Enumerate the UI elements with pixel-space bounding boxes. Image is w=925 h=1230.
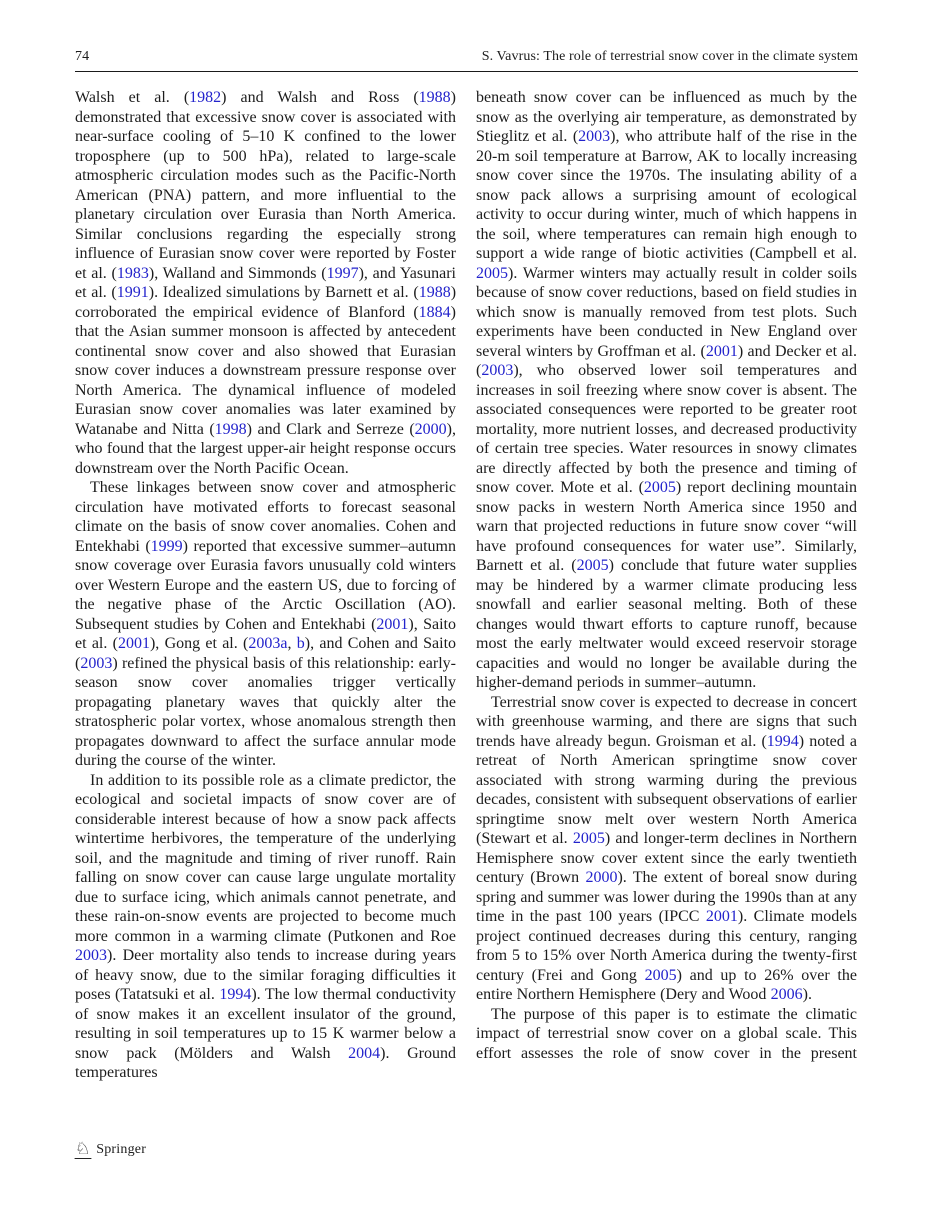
- citation-link[interactable]: 1982: [189, 89, 222, 106]
- citation-link[interactable]: 2003a: [248, 635, 288, 652]
- left-column: [75, 88, 456, 1083]
- text-run: The purpose of this paper is to estimate the climatic impact of terrestrial snow cover on a global scale. This effort assesses the role of snow cover in the present: [476, 1005, 857, 1062]
- citation-link[interactable]: 1998: [214, 420, 247, 438]
- citation-link[interactable]: 2003: [578, 128, 611, 145]
- paragraph: [75, 88, 456, 478]
- paragraph: [75, 478, 456, 771]
- citation-link[interactable]: 1999: [150, 537, 183, 555]
- text-run: ) corroborated the empirical evidence of Blanford (: [75, 284, 457, 321]
- citation-link[interactable]: 1988: [418, 284, 451, 301]
- citation-link[interactable]: 1994: [219, 986, 252, 1003]
- citation-link[interactable]: 2000: [414, 420, 447, 438]
- text-run: ) reported that excessive summer–autumn snow coverage over Eurasia favors unusually cold winters over Western Europe and the eastern US, due to forcing of the negative phase of the Arctic Oscillation (AO). Subsequent studies by Cohen and Entekhabi (: [75, 537, 456, 633]
- text-run: ) noted a retreat of North American springtime snow cover associated with strong warming during the previous decades, consistent with subsequent observations of earlier springtime snow melt over western North America (Stewart et al.: [476, 732, 857, 847]
- citation-link[interactable]: 2001: [705, 908, 738, 925]
- citation-link[interactable]: 2005: [576, 557, 609, 574]
- text-run: ), Saito et al. (: [75, 615, 456, 652]
- text-run: ), who found that the largest upper-air height response occurs downstream over the North Pacific Ocean.: [75, 420, 456, 477]
- paragraph: [476, 1005, 857, 1064]
- text-run: ).: [802, 986, 812, 1003]
- citation-link[interactable]: 1884: [418, 303, 451, 321]
- citation-link[interactable]: 2006: [770, 986, 803, 1003]
- text-run: ), and Yasunari et al. (: [75, 264, 456, 301]
- text-run: beneath snow cover can be influenced as much by the snow as the overlying air temperature, as demonstrated by Stieglitz et al. (: [476, 89, 857, 145]
- text-run: ). Warmer winters may actually result in colder soils because of snow cover reductions, based on field studies in which snow is manually removed from test plots. Such experiments have been conducted in New England over several winters by Groffman et al. (: [476, 264, 857, 360]
- page-header: [75, 49, 858, 65]
- right-column: [476, 88, 857, 1083]
- text-run: ) conclude that future water supplies may be hindered by a warmer climate producing less snowfall and earlier seasonal melting. Both of these changes would thwart efforts to capture runoff, because most the early meltwater would exceed reservoir storage capacities and would no longer be available during the higher-demand periods in summer–autumn.: [476, 557, 857, 691]
- text-run: ) and Clark and Serreze (: [246, 420, 415, 438]
- text-run: In addition to its possible role as a climate predictor, the ecological and societal impacts of snow cover are of considerable interest because of how a snow pack affects wintertime herbivores, the temperature of the underlying soil, and the magnitude and timing of river runoff. Rain falling on snow cover can cause large ungulate mortality due to surface icing, which animals cannot penetrate, and these rain-on-snow events are projected to become much more common in a warming climate (Putkonen and Roe: [75, 771, 456, 945]
- paragraph: [75, 771, 456, 1083]
- citation-link[interactable]: 1988: [418, 89, 451, 106]
- text-run: ) and Decker et al. (: [476, 342, 858, 379]
- citation-link[interactable]: 1991: [116, 284, 149, 301]
- citation-link[interactable]: 2005: [643, 479, 676, 496]
- text-run: ) and longer-term declines in Northern Hemisphere snow cover extent since the early twentieth century (Brown: [476, 830, 857, 886]
- text-run: Terrestrial snow cover is expected to decrease in concert with greenhouse warming, and there are signs that such trends have already begun. Groisman et al. (: [476, 693, 857, 750]
- publisher-name: Springer: [96, 1142, 147, 1157]
- citation-link[interactable]: 1983: [116, 264, 149, 282]
- citation-link[interactable]: 2005: [644, 966, 677, 984]
- text-run: ). Deer mortality also tends to increase during years of heavy snow, due to the similar foraging difficulties it poses (Tatatsuki et al.: [75, 947, 456, 1003]
- text-run: ) that the Asian summer monsoon is affected by antecedent continental snow cover and also showed that Eurasian snow cover induces a downstream pressure response over North America. The dynamical influence of modeled Eurasian snow cover anomalies was later examined by Watanabe and Nitta (: [75, 303, 456, 438]
- text-columns: [75, 88, 858, 1083]
- text-run: ). The low thermal conductivity of snow makes it an excellent insulator of the ground, resulting in soil temperatures up to 15 K warmer below a snow pack (Mölders and Walsh: [75, 986, 456, 1062]
- text-run: ) and up to 26% over the entire Northern Hemisphere (Dery and Wood: [476, 966, 857, 1003]
- paragraph: [476, 693, 857, 1005]
- page-number: 74: [75, 49, 90, 64]
- citation-link[interactable]: 2001: [117, 635, 150, 652]
- citation-link[interactable]: 2005: [476, 264, 508, 282]
- running-head: S. Vavrus: The role of terrestrial snow cover in the climate system: [481, 49, 858, 64]
- text-run: ) refined the physical basis of this relationship: early-season snow cover anomalies trigger vertically propagating planetary waves that quickly alter the stratospheric polar vortex, whose anomalous strength then propagates downward to affect the surface annular mode during the course of the winter.: [75, 654, 456, 769]
- text-run: ). The extent of boreal snow during spring and summer was lower during the 1990s than at any time in the past 100 years (IPCC: [476, 869, 857, 925]
- citation-link[interactable]: b: [296, 635, 305, 652]
- text-run: ). Idealized simulations by Barnett et al. (: [148, 284, 419, 301]
- citation-link[interactable]: 1997: [326, 264, 359, 282]
- text-run: ) demonstrated that excessive snow cover is associated with near-surface cooling of 5–10 K confined to the lower troposphere (up to 500 hPa), related to large-scale atmospheric circulation modes such as the Pacific-North American (PNA) pattern, and more influential to the planetary circulation over Eurasia than North America. Similar conclusions regarding the especially strong influence of Eurasian snow cover were reported by Foster et al. (: [75, 89, 456, 282]
- text-run: ), Gong et al. (: [149, 635, 249, 652]
- text-run: ). Ground temperatures: [75, 1044, 456, 1081]
- paragraph: [476, 88, 857, 693]
- header-rule: [75, 71, 858, 72]
- citation-link[interactable]: 2000: [585, 869, 618, 886]
- text-run: ), who attribute half of the rise in the 20-m soil temperature at Barrow, AK to locally increasing snow cover since the 1970s. The insulating ability of a snow pack allows a surprising amount of ecological activity to occur during winter, much of which happens in the soil, where temperatures can remain high enough to support a wide range of biotic activities (Campbell et al.: [476, 128, 857, 262]
- citation-link[interactable]: 2005: [572, 830, 605, 847]
- citation-link[interactable]: 2003: [80, 654, 113, 672]
- citation-link[interactable]: 2001: [705, 342, 738, 360]
- text-run: ), and Cohen and Saito (: [75, 635, 457, 672]
- citation-link[interactable]: 2004: [348, 1044, 381, 1062]
- citation-link[interactable]: 2001: [376, 615, 409, 633]
- text-run: ,: [287, 635, 297, 652]
- text-run: ), Walland and Simmonds (: [148, 264, 327, 282]
- text-run: ) and Walsh and Ross (: [221, 89, 419, 106]
- springer-logo-icon: ♘: [74, 1139, 91, 1159]
- page-footer: [75, 1141, 146, 1159]
- text-run: ) report declining mountain snow packs in western North America since 1950 and warn that projected reductions in future snow cover “will have profound consequences for water use”. Similarly, Barnett et al. (: [476, 479, 858, 574]
- text-run: ). Climate models project continued decreases during this century, ranging from 5 to 15% over North America during the twenty-first century (Frei and Gong: [476, 908, 857, 984]
- text-run: ), who observed lower soil temperatures and increases in soil freezing where snow cover is absent. The associated consequences were reported to be greater root mortality, more nutrient losses, and decreased productivity of certain tree species. Water resources in snowy climates are directly affected by both the presence and timing of snow cover. Mote et al. (: [476, 362, 857, 496]
- citation-link[interactable]: 2003: [481, 362, 514, 379]
- text-run: These linkages between snow cover and atmospheric circulation have motivated efforts to forecast seasonal climate on the basis of snow cover anomalies. Cohen and Entekhabi (: [75, 479, 456, 555]
- text-run: Walsh et al. (: [75, 89, 190, 106]
- citation-link[interactable]: 1994: [766, 732, 799, 750]
- citation-link[interactable]: 2003: [75, 947, 107, 964]
